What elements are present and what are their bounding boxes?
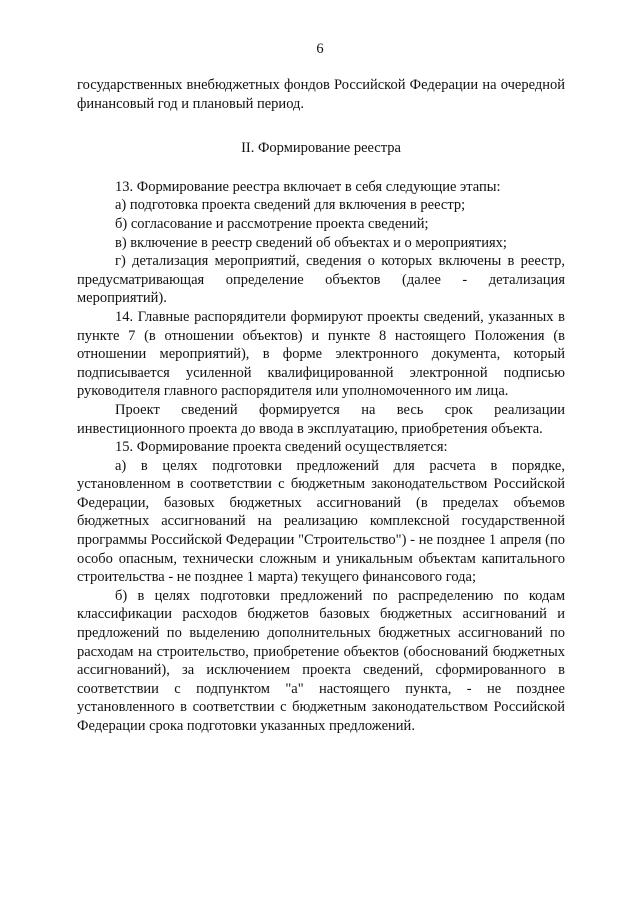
page-number: 6 xyxy=(316,41,324,57)
paragraph-13-a: а) подготовка проекта сведений для включения в реестр; xyxy=(115,197,466,214)
paragraph-15: 15. Формирование проекта сведений осуществляется: xyxy=(115,439,448,456)
paragraph-15-a: а) в целях подготовки предложений для расчета в порядке, установленном в соответствии с бюджетным законодательством Российской Федерации, базовых бюджетных ассигнований (в пределах объемов бюджетных ассигнований на реализацию комплексной государственной программы Российской Федерации "Строительство") - не позднее 1 апреля (по особо опасным, технически сложным и уникальным объектам капитального строительства - не позднее 1 марта) текущего финансового года; xyxy=(77,457,565,586)
paragraph-13: 13. Формирование реестра включает в себя следующие этапы: xyxy=(115,178,501,195)
document-body xyxy=(77,76,565,736)
paragraph-13-b: б) согласование и рассмотрение проекта сведений; xyxy=(115,215,429,232)
paragraph-14-note: Проект сведений формируется на весь срок реализации инвестиционного проекта до ввода в эксплуатацию, приобретения объекта. xyxy=(77,401,565,437)
intro-paragraph: государственных внебюджетных фондов Российской Федерации на очередной финансовый год и плановый период. xyxy=(77,77,565,112)
section-heading: II. Формирование реестра xyxy=(241,140,401,157)
paragraph-15-b: б) в целях подготовки предложений по распределению по кодам классификации расходов бюджетов базовых бюджетных ассигнований и предложений по выделению дополнительных бюджетных ассигнований по расходам на строительство, приобретение объектов (обоснований бюджетных ассигнований), за исключением проекта сведений, сформированного в соответствии с подпунктом "а" настоящего пункта, - не позднее установленного в соответствии с бюджетным законодательством Российской Федерации срока подготовки указанных предложений. xyxy=(77,587,565,734)
paragraph-13-d: г) детализация мероприятий, сведения о которых включены в реестр, предусматривающая определение объектов (далее - детализация мероприятий). xyxy=(77,253,565,307)
paragraph-13-c: в) включение в реестр сведений об объектах и о мероприятиях; xyxy=(115,234,507,251)
paragraph-14: 14. Главные распорядители формируют проекты сведений, указанных в пункте 7 (в отношении объектов) и пункте 8 настоящего Положения (в отношении мероприятий), в форме электронного документа, который подписывается усиленной квалифицированной электронной подписью руководителя главного распорядителя или уполномоченного им лица. xyxy=(77,308,565,400)
